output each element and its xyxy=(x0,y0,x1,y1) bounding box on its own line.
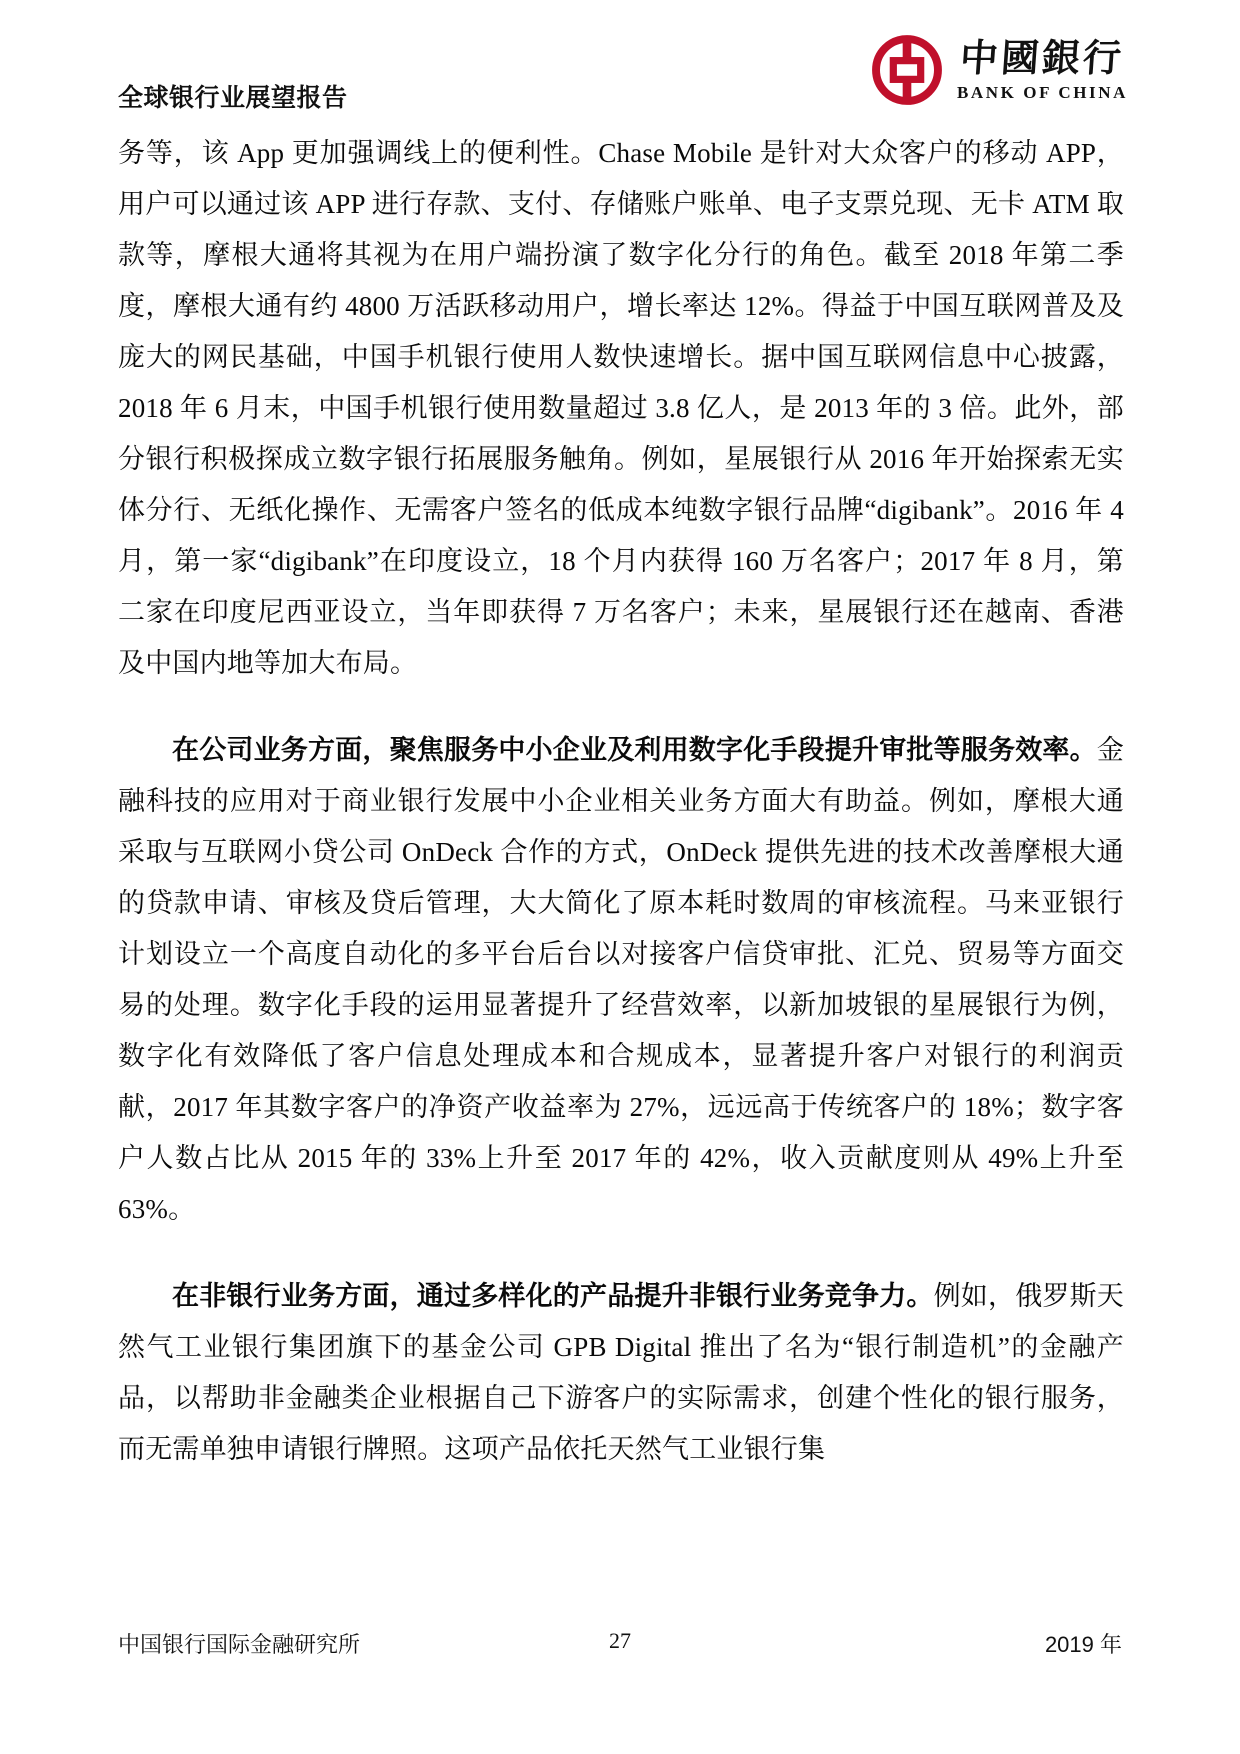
page-header xyxy=(0,0,1240,118)
footer-year: 2019 年 xyxy=(1044,1632,1122,1657)
paragraph-text: 例如，俄罗斯天然气工业银行集团旗下的基金公司 GPB Digital 推出了名为“银行制造机”的金融产品，以帮助非金融类企业根据自己下游客户的实际需求，创建个性化的银行服务，而无需单独申请银行牌照。这项产品依托天然气工业银行集 xyxy=(118,1281,1125,1464)
bank-of-china-wordmark xyxy=(956,37,1128,102)
body-paragraph xyxy=(118,128,1124,689)
document-body xyxy=(118,128,1124,1481)
paragraph-lead: 在公司业务方面，聚焦服务中小企业及利用数字化手段提升审批等服务效率。 xyxy=(172,735,1097,765)
page-footer xyxy=(0,1628,1240,1668)
bank-of-china-english-name: BANK OF CHINA xyxy=(956,82,1128,102)
report-title: 全球银行业展望报告 xyxy=(118,84,348,112)
paragraph-text: 务等，该 App 更加强调线上的便利性。Chase Mobile 是针对大众客户的移动 APP，用户可以通过该 APP 进行存款、支付、存储账户账单、电子支票兑现、无卡 ATM 取款等，摩根大通将其视为在用户端扮演了数字化分行的角色。截至 2018 年第二季度，摩根大通有约 4800 万活跃移动用户，增长率达 12%。得益于中国互联网普及及庞大的网民基础，中国手机银行使用人数快速增长。据中国互联网信息中心披露，2018 年 6 月末，中国手机银行使用数量超过 3.8 亿人，是 2013 年的 3 倍。此外，部分银行积极探成立数字银行拓展服务触角。例如，星展银行从 2016 年开始探索无实体分行、无纸化操作、无需客户签名的低成本纯数字银行品牌“digibank”。2016 年 4 月，第一家“digibank”在印度设立，18 个月内获得 160 万名客户；2017 年 8 月，第二家在印度尼西亚设立，当年即获得 7 万名客户；未来，星展银行还在越南、香港及中国内地等加大布局。 xyxy=(118,138,1124,678)
body-paragraph xyxy=(118,1271,1124,1475)
paragraph-text: 金融科技的应用对于商业银行发展中小企业相关业务方面大有助益。例如，摩根大通采取与互联网小贷公司 OnDeck 合作的方式，OnDeck 提供先进的技术改善摩根大通的贷款申请、审核及贷后管理，大大简化了原本耗时数周的审核流程。马来亚银行计划设立一个高度自动化的多平台后台以对接客户信贷审批、汇兑、贸易等方面交易的处理。数字化手段的运用显著提升了经营效率，以新加坡银的星展银行为例，数字化有效降低了客户信息处理成本和合规成本，显著提升客户对银行的利润贡献，2017 年其数字客户的净资产收益率为 27%，远远高于传统客户的 18%；数字客户人数占比从 2015 年的 33%上升至 2017 年的 42%，收入贡献度则从 49%上升至 63%。 xyxy=(118,735,1125,1224)
footer-page-number: 27 xyxy=(609,1628,631,1653)
bank-of-china-chinese-name: 中國銀行 xyxy=(958,37,1126,80)
footer-institution: 中国银行国际金融研究所 xyxy=(118,1632,361,1657)
bank-of-china-logo xyxy=(871,34,1128,106)
paragraph-lead: 在非银行业务方面，通过多样化的产品提升非银行业务竞争力。 xyxy=(172,1281,934,1311)
bank-of-china-coin-logo-icon xyxy=(871,34,943,106)
body-paragraph xyxy=(118,725,1124,1235)
